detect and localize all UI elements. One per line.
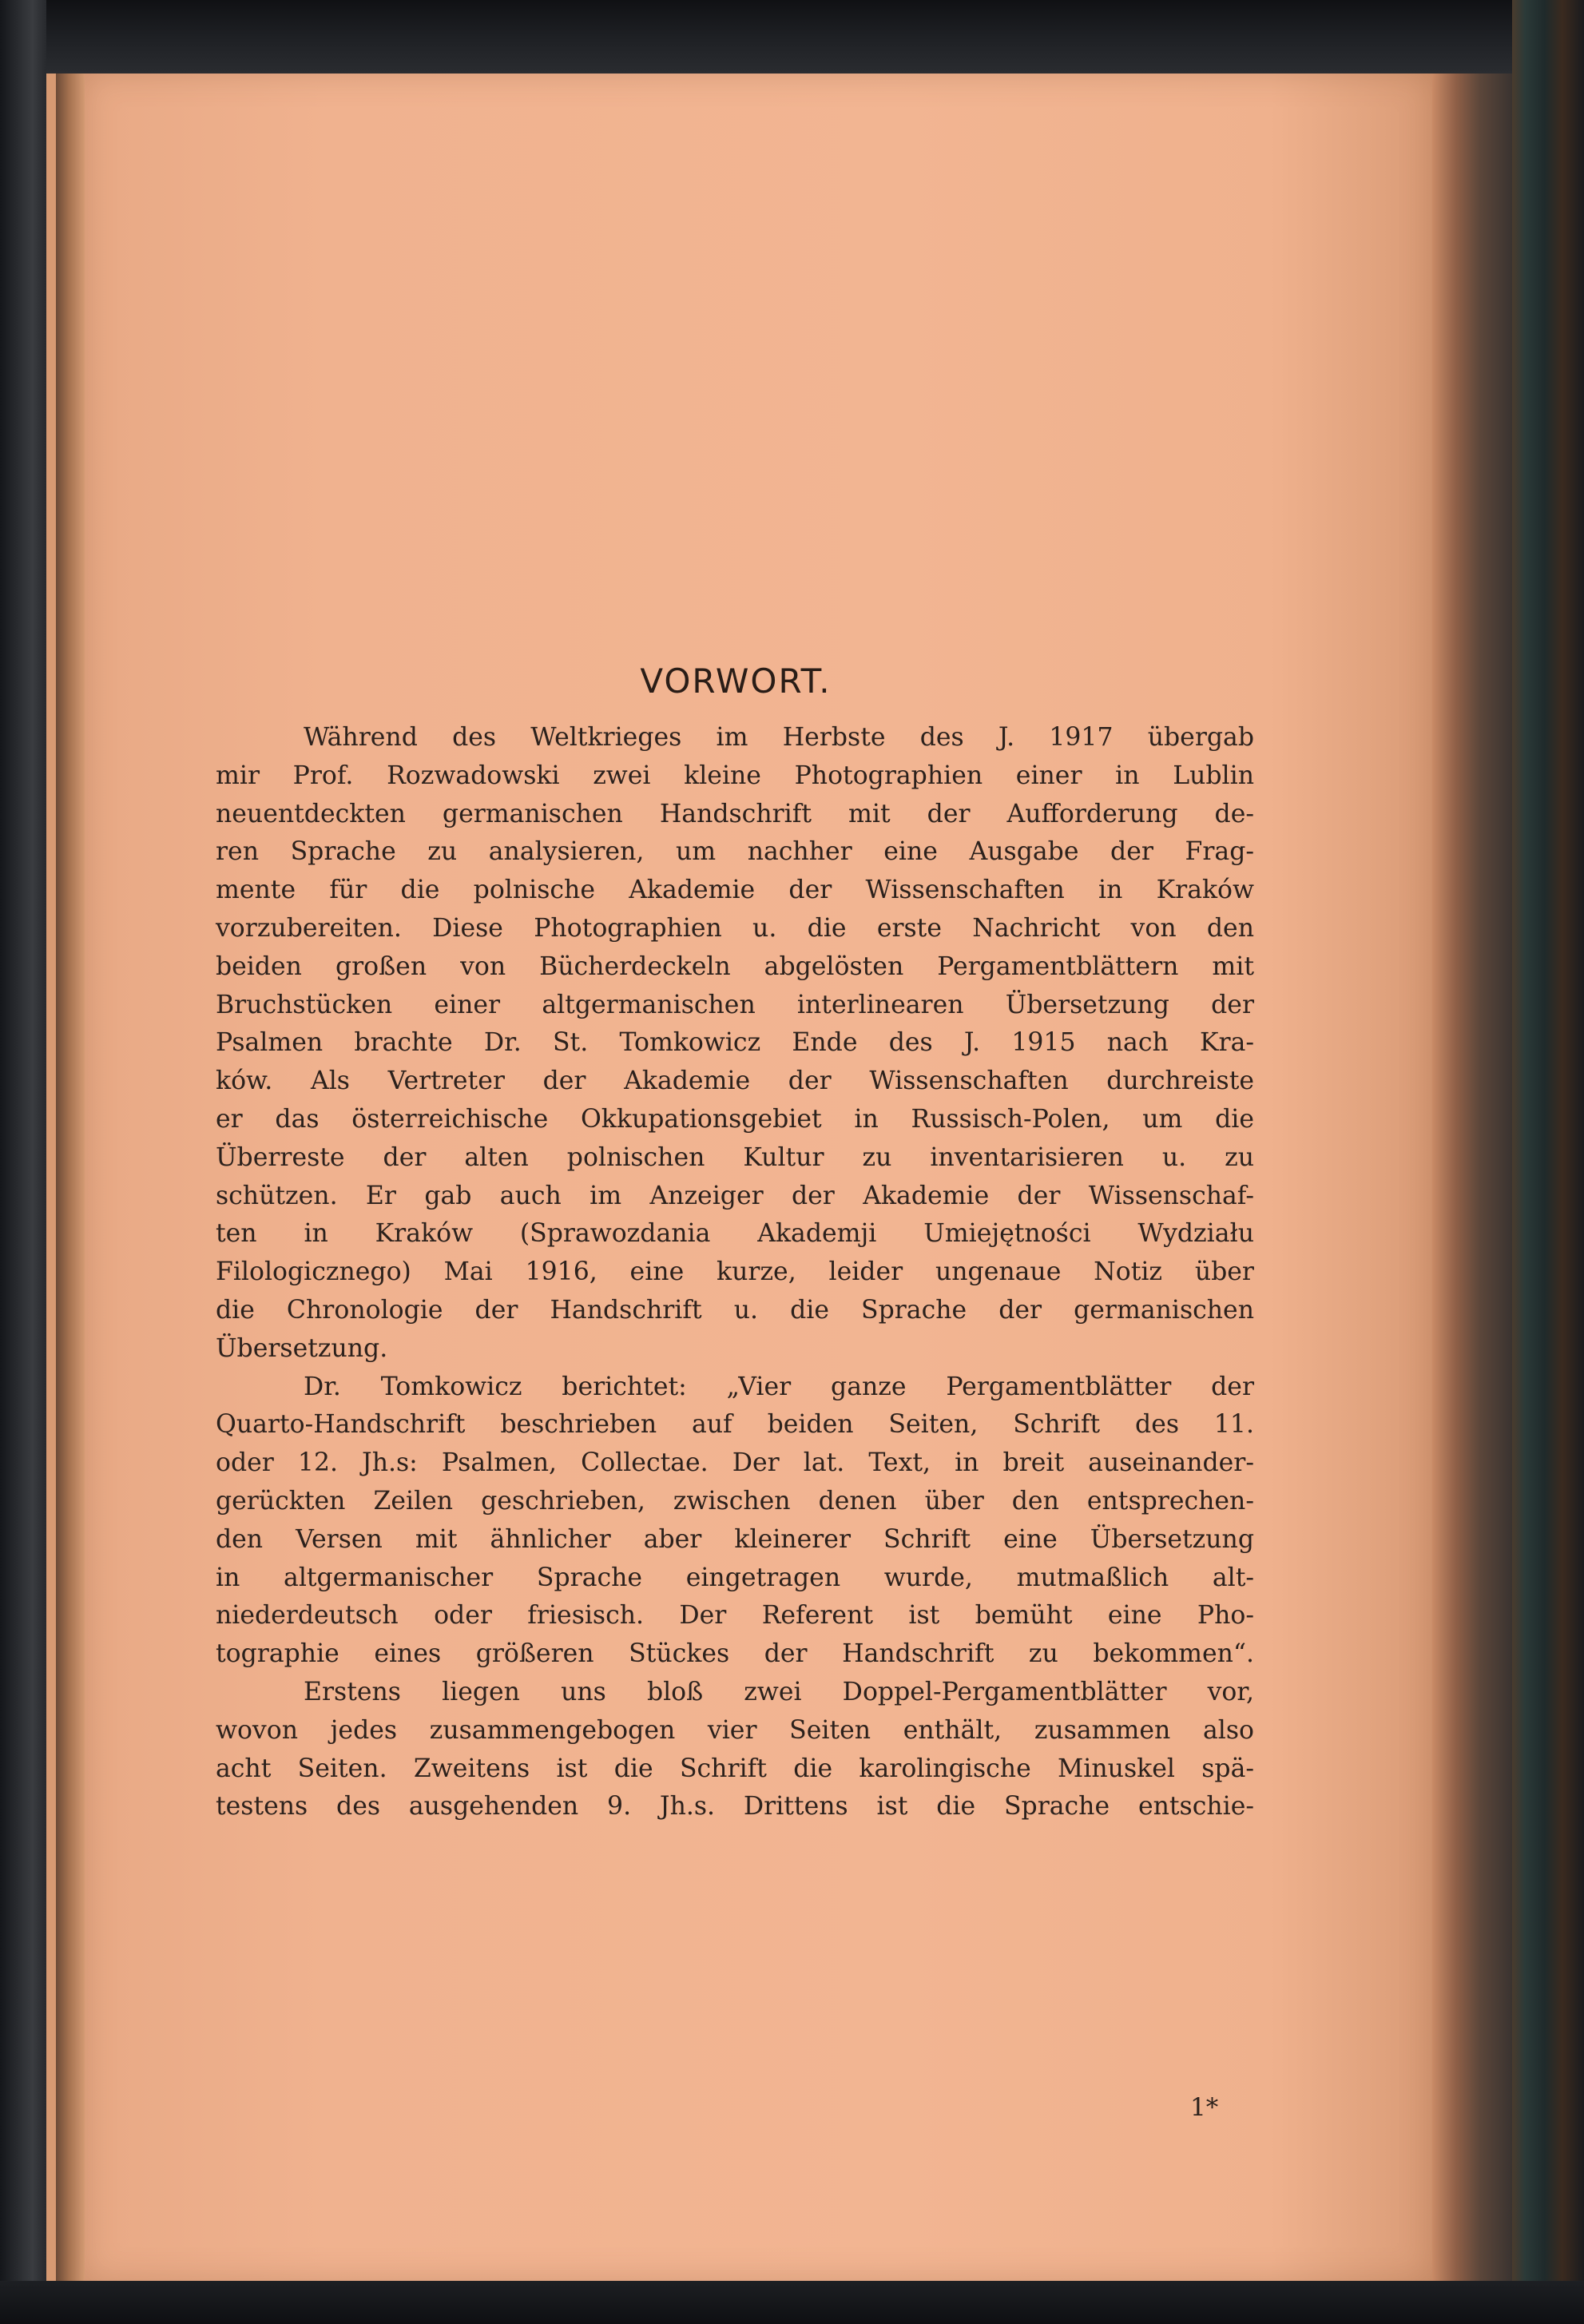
page-gutter — [56, 73, 85, 2281]
signature-mark: 1* — [1190, 2093, 1219, 2122]
text-line: oder 12. Jh.s: Psalmen, Collectae. Der lat. Text, in breit auseinander- — [216, 1448, 1254, 1478]
text-line: Während des Weltkrieges im Herbste des J. 1917 übergab — [304, 723, 1254, 752]
text-line: niederdeutsch oder friesisch. Der Referent ist bemüht eine Pho- — [216, 1601, 1254, 1631]
text-line: er das österreichische Okkupationsgebiet in Russisch-Polen, um die — [216, 1104, 1254, 1134]
text-line: ren Sprache zu analysieren, um nachher eine Ausgabe der Frag- — [216, 837, 1254, 867]
text-line: in altgermanischer Sprache eingetragen wurde, mutmaßlich alt- — [216, 1563, 1254, 1592]
previous-page-edge — [46, 73, 56, 2281]
text-line: schützen. Er gab auch im Anzeiger der Akademie der Wissenschaf- — [216, 1181, 1254, 1210]
text-line: mente für die polnische Akademie der Wissenschaften in Kraków — [216, 876, 1254, 905]
text-line: die Chronologie der Handschrift u. die Sprache der germanischen — [216, 1295, 1254, 1325]
text-line: tographie eines größeren Stückes der Handschrift zu bekommen“. — [216, 1639, 1254, 1669]
text-line: ten in Kraków (Sprawozdania Akademji Umiejętności Wydziału — [216, 1219, 1254, 1249]
text-line: gerückten Zeilen geschrieben, zwischen denen über den entsprechen- — [216, 1486, 1254, 1516]
text-line: testens des ausgehenden 9. Jh.s. Drittens ist die Sprache entschie- — [216, 1792, 1254, 1821]
text-line: wovon jedes zusammengebogen vier Seiten enthält, zusammen also — [216, 1715, 1254, 1745]
text-line: acht Seiten. Zweitens ist die Schrift die karolingische Minuskel spä- — [216, 1754, 1254, 1783]
text-line: beiden großen von Bücherdeckeln abgelösten Pergamentblättern mit — [216, 951, 1254, 981]
text-line: Übersetzung. — [216, 1333, 388, 1363]
text-line: Quarto-Handschrift beschrieben auf beiden Seiten, Schrift des 11. — [216, 1410, 1254, 1440]
book-binding-top — [0, 0, 1584, 73]
text-line: Psalmen brachte Dr. St. Tomkowicz Ende des J. 1915 nach Kra- — [216, 1028, 1254, 1058]
text-line: Filologicznego) Mai 1916, eine kurze, leider ungenaue Notiz über — [216, 1257, 1254, 1287]
book-binding-bottom — [0, 2281, 1584, 2324]
text-line: Dr. Tomkowicz berichtet: „Vier ganze Pergamentblätter der — [304, 1372, 1254, 1401]
page-heading: VORWORT. — [640, 661, 832, 701]
text-line: neuentdeckten germanischen Handschrift mit der Aufforderung de- — [216, 799, 1254, 828]
text-line: den Versen mit ähnlicher aber kleinerer Schrift eine Übersetzung — [216, 1524, 1254, 1554]
page-fore-edge — [1432, 73, 1512, 2281]
book-binding-right — [1512, 0, 1584, 2324]
book-binding-left — [0, 0, 46, 2324]
text-line: vorzubereiten. Diese Photographien u. die erste Nachricht von den — [216, 913, 1254, 943]
text-line: Erstens liegen uns bloß zwei Doppel-Pergamentblätter vor, — [304, 1677, 1254, 1706]
text-line: Überreste der alten polnischen Kultur zu inventarisieren u. zu — [216, 1142, 1254, 1172]
text-line: Bruchstücken einer altgermanischen interlinearen Übersetzung der — [216, 990, 1254, 1019]
body-text — [216, 719, 1254, 1826]
text-line: mir Prof. Rozwadowski zwei kleine Photographien einer in Lublin — [216, 761, 1254, 790]
text-line: ków. Als Vertreter der Akademie der Wissenschaften durchreiste — [216, 1067, 1254, 1096]
